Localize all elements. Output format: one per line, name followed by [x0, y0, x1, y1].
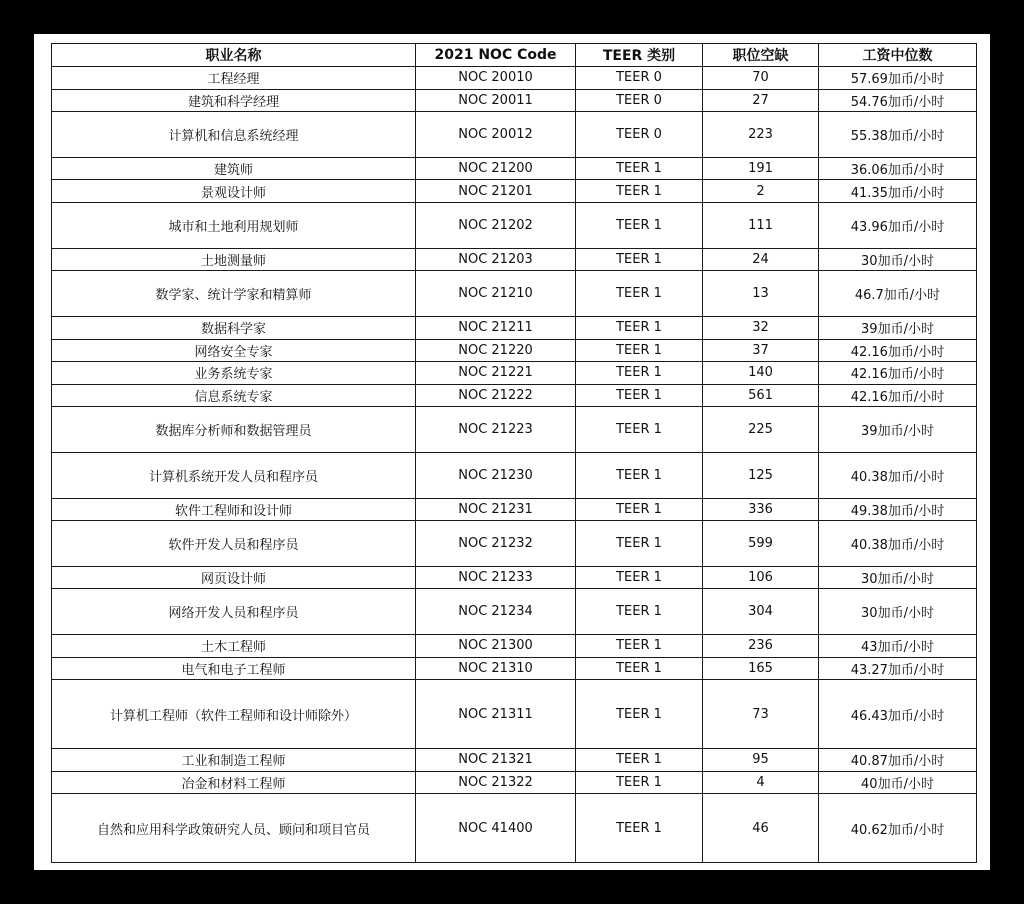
occupation-name-cell: 网络开发人员和程序员 — [52, 589, 416, 635]
median-wage-cell: 36.06加币/小时 — [819, 157, 977, 180]
occupation-name-cell: 建筑和科学经理 — [52, 89, 416, 112]
teer-category-cell: TEER 1 — [576, 589, 703, 635]
noc-code-cell: NOC 21223 — [416, 407, 576, 453]
occupation-name-cell: 网络安全专家 — [52, 339, 416, 362]
table-row — [52, 180, 977, 203]
median-wage-cell: 57.69加币/小时 — [819, 67, 977, 90]
table-row — [52, 589, 977, 635]
median-wage-cell: 49.38加币/小时 — [819, 498, 977, 521]
occupation-name-cell: 冶金和材料工程师 — [52, 771, 416, 794]
teer-category-cell: TEER 1 — [576, 635, 703, 658]
teer-category-cell: TEER 1 — [576, 180, 703, 203]
teer-category-cell: TEER 1 — [576, 362, 703, 385]
noc-code-cell: NOC 21233 — [416, 566, 576, 589]
occupation-name-cell: 软件工程师和设计师 — [52, 498, 416, 521]
noc-code-cell: NOC 21202 — [416, 203, 576, 249]
job-vacancies-cell: 46 — [703, 794, 819, 863]
header-teer-category: TEER 类别 — [576, 44, 703, 67]
median-wage-cell: 40.62加币/小时 — [819, 794, 977, 863]
noc-code-cell: NOC 21322 — [416, 771, 576, 794]
job-vacancies-cell: 32 — [703, 316, 819, 339]
table-row — [52, 67, 977, 90]
teer-category-cell: TEER 1 — [576, 384, 703, 407]
noc-code-cell: NOC 21200 — [416, 157, 576, 180]
table-row — [52, 498, 977, 521]
occupation-table — [51, 43, 977, 863]
noc-code-cell: NOC 21300 — [416, 635, 576, 658]
header-job-vacancies: 职位空缺 — [703, 44, 819, 67]
occupation-name-cell: 网页设计师 — [52, 566, 416, 589]
median-wage-cell: 43.27加币/小时 — [819, 657, 977, 680]
job-vacancies-cell: 140 — [703, 362, 819, 385]
teer-category-cell: TEER 1 — [576, 566, 703, 589]
table-row — [52, 452, 977, 498]
occupation-name-cell: 计算机和信息系统经理 — [52, 112, 416, 158]
header-row — [52, 44, 977, 67]
teer-category-cell: TEER 1 — [576, 498, 703, 521]
occupation-name-cell: 自然和应用科学政策研究人员、顾问和项目官员 — [52, 794, 416, 863]
median-wage-cell: 42.16加币/小时 — [819, 362, 977, 385]
median-wage-cell: 30加币/小时 — [819, 589, 977, 635]
table-row — [52, 203, 977, 249]
noc-code-cell: NOC 21201 — [416, 180, 576, 203]
table-header — [52, 44, 977, 67]
occupation-name-cell: 工程经理 — [52, 67, 416, 90]
table-row — [52, 407, 977, 453]
median-wage-cell: 39加币/小时 — [819, 316, 977, 339]
median-wage-cell: 43.96加币/小时 — [819, 203, 977, 249]
noc-code-cell: NOC 20011 — [416, 89, 576, 112]
noc-code-cell: NOC 21220 — [416, 339, 576, 362]
occupation-name-cell: 城市和土地利用规划师 — [52, 203, 416, 249]
noc-code-cell: NOC 21310 — [416, 657, 576, 680]
occupation-name-cell: 工业和制造工程师 — [52, 748, 416, 771]
table-row — [52, 339, 977, 362]
noc-code-cell: NOC 21234 — [416, 589, 576, 635]
median-wage-cell: 46.7加币/小时 — [819, 271, 977, 317]
table-row — [52, 680, 977, 749]
occupation-name-cell: 数据库分析师和数据管理员 — [52, 407, 416, 453]
median-wage-cell: 42.16加币/小时 — [819, 384, 977, 407]
job-vacancies-cell: 37 — [703, 339, 819, 362]
table-row — [52, 521, 977, 567]
occupation-name-cell: 土木工程师 — [52, 635, 416, 658]
teer-category-cell: TEER 1 — [576, 339, 703, 362]
teer-category-cell: TEER 1 — [576, 680, 703, 749]
teer-category-cell: TEER 1 — [576, 271, 703, 317]
noc-code-cell: NOC 21211 — [416, 316, 576, 339]
occupation-name-cell: 建筑师 — [52, 157, 416, 180]
occupation-name-cell: 景观设计师 — [52, 180, 416, 203]
job-vacancies-cell: 4 — [703, 771, 819, 794]
noc-code-cell: NOC 20012 — [416, 112, 576, 158]
noc-code-cell: NOC 21210 — [416, 271, 576, 317]
table-row — [52, 657, 977, 680]
table-row — [52, 748, 977, 771]
median-wage-cell: 42.16加币/小时 — [819, 339, 977, 362]
job-vacancies-cell: 106 — [703, 566, 819, 589]
teer-category-cell: TEER 1 — [576, 248, 703, 271]
teer-category-cell: TEER 0 — [576, 112, 703, 158]
job-vacancies-cell: 225 — [703, 407, 819, 453]
header-noc-code: 2021 NOC Code — [416, 44, 576, 67]
occupation-name-cell: 电气和电子工程师 — [52, 657, 416, 680]
median-wage-cell: 40.87加币/小时 — [819, 748, 977, 771]
header-median-wage: 工资中位数 — [819, 44, 977, 67]
noc-code-cell: NOC 21230 — [416, 452, 576, 498]
median-wage-cell: 43加币/小时 — [819, 635, 977, 658]
noc-code-cell: NOC 21231 — [416, 498, 576, 521]
table-row — [52, 771, 977, 794]
table-row — [52, 157, 977, 180]
table-row — [52, 566, 977, 589]
job-vacancies-cell: 304 — [703, 589, 819, 635]
median-wage-cell: 41.35加币/小时 — [819, 180, 977, 203]
teer-category-cell: TEER 1 — [576, 452, 703, 498]
teer-category-cell: TEER 1 — [576, 157, 703, 180]
teer-category-cell: TEER 1 — [576, 203, 703, 249]
noc-code-cell: NOC 21221 — [416, 362, 576, 385]
table-row — [52, 112, 977, 158]
noc-code-cell: NOC 41400 — [416, 794, 576, 863]
noc-code-cell: NOC 21321 — [416, 748, 576, 771]
job-vacancies-cell: 111 — [703, 203, 819, 249]
median-wage-cell: 54.76加币/小时 — [819, 89, 977, 112]
teer-category-cell: TEER 1 — [576, 794, 703, 863]
teer-category-cell: TEER 0 — [576, 67, 703, 90]
table-row — [52, 794, 977, 863]
job-vacancies-cell: 165 — [703, 657, 819, 680]
occupation-name-cell: 计算机工程师（软件工程师和设计师除外） — [52, 680, 416, 749]
occupation-name-cell: 业务系统专家 — [52, 362, 416, 385]
noc-code-cell: NOC 20010 — [416, 67, 576, 90]
median-wage-cell: 55.38加币/小时 — [819, 112, 977, 158]
table-row — [52, 248, 977, 271]
median-wage-cell: 46.43加币/小时 — [819, 680, 977, 749]
noc-code-cell: NOC 21311 — [416, 680, 576, 749]
teer-category-cell: TEER 1 — [576, 521, 703, 567]
table-row — [52, 89, 977, 112]
occupation-name-cell: 计算机系统开发人员和程序员 — [52, 452, 416, 498]
teer-category-cell: TEER 1 — [576, 771, 703, 794]
table-row — [52, 271, 977, 317]
noc-code-cell: NOC 21232 — [416, 521, 576, 567]
job-vacancies-cell: 223 — [703, 112, 819, 158]
job-vacancies-cell: 24 — [703, 248, 819, 271]
teer-category-cell: TEER 1 — [576, 657, 703, 680]
table-row — [52, 362, 977, 385]
table-body — [52, 67, 977, 863]
noc-code-cell: NOC 21222 — [416, 384, 576, 407]
median-wage-cell: 40.38加币/小时 — [819, 452, 977, 498]
table-row — [52, 384, 977, 407]
occupation-name-cell: 数学家、统计学家和精算师 — [52, 271, 416, 317]
header-occupation-name: 职业名称 — [52, 44, 416, 67]
teer-category-cell: TEER 1 — [576, 316, 703, 339]
job-vacancies-cell: 336 — [703, 498, 819, 521]
median-wage-cell: 30加币/小时 — [819, 248, 977, 271]
occupation-name-cell: 数据科学家 — [52, 316, 416, 339]
table-row — [52, 635, 977, 658]
table-row — [52, 316, 977, 339]
noc-code-cell: NOC 21203 — [416, 248, 576, 271]
job-vacancies-cell: 27 — [703, 89, 819, 112]
job-vacancies-cell: 236 — [703, 635, 819, 658]
teer-category-cell: TEER 0 — [576, 89, 703, 112]
job-vacancies-cell: 191 — [703, 157, 819, 180]
median-wage-cell: 40.38加币/小时 — [819, 521, 977, 567]
job-vacancies-cell: 561 — [703, 384, 819, 407]
teer-category-cell: TEER 1 — [576, 407, 703, 453]
job-vacancies-cell: 13 — [703, 271, 819, 317]
job-vacancies-cell: 125 — [703, 452, 819, 498]
job-vacancies-cell: 73 — [703, 680, 819, 749]
median-wage-cell: 39加币/小时 — [819, 407, 977, 453]
job-vacancies-cell: 2 — [703, 180, 819, 203]
median-wage-cell: 30加币/小时 — [819, 566, 977, 589]
median-wage-cell: 40加币/小时 — [819, 771, 977, 794]
job-vacancies-cell: 599 — [703, 521, 819, 567]
occupation-name-cell: 土地测量师 — [52, 248, 416, 271]
job-vacancies-cell: 95 — [703, 748, 819, 771]
occupation-name-cell: 软件开发人员和程序员 — [52, 521, 416, 567]
job-vacancies-cell: 70 — [703, 67, 819, 90]
teer-category-cell: TEER 1 — [576, 748, 703, 771]
occupation-name-cell: 信息系统专家 — [52, 384, 416, 407]
